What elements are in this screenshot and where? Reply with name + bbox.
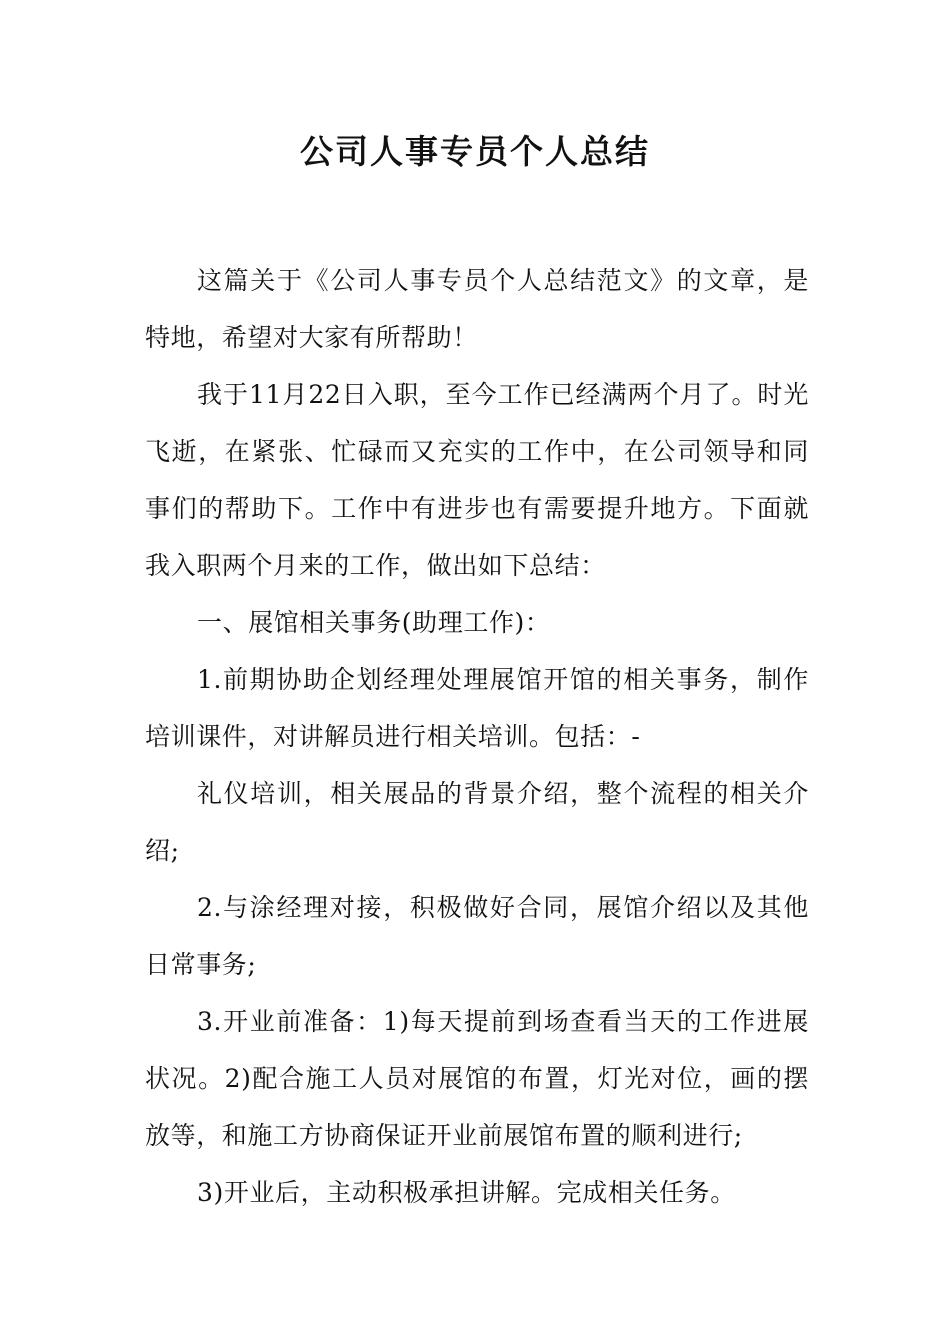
document-body bbox=[145, 252, 809, 1221]
document-title: 公司人事专员个人总结 bbox=[300, 132, 650, 171]
section-heading-exhibition: 一、展馆相关事务(助理工作)： bbox=[197, 608, 551, 637]
paragraph-item-1: 1.前期协助企划经理处理展馆开馆的相关事务，制作培训课件，对讲解员进行相关培训。包括：- bbox=[145, 665, 809, 751]
paragraph-item-2: 2.与涂经理对接，积极做好合同，展馆介绍以及其他日常事务; bbox=[145, 893, 809, 979]
paragraph-item-3-after-opening: 3)开业后，主动积极承担讲解。完成相关任务。 bbox=[197, 1178, 736, 1207]
paragraph-intro: 这篇关于《公司人事专员个人总结范文》的文章，是特地，希望对大家有所帮助！ bbox=[145, 266, 809, 352]
paragraph-entry: 我于11月22日入职，至今工作已经满两个月了。时光飞逝，在紧张、忙碌而又充实的工作中，在公司领导和同事们的帮助下。工作中有进步也有需要提升地方。下面就我入职两个月来的工作，做出如下总结： bbox=[145, 380, 809, 580]
paragraph-item-3: 3.开业前准备：1)每天提前到场查看当天的工作进展状况。2)配合施工人员对展馆的布置，灯光对位，画的摆放等，和施工方协商保证开业前展馆布置的顺利进行; bbox=[145, 1007, 809, 1150]
paragraph-etiquette-training: 礼仪培训，相关展品的背景介绍，整个流程的相关介绍; bbox=[145, 779, 809, 865]
